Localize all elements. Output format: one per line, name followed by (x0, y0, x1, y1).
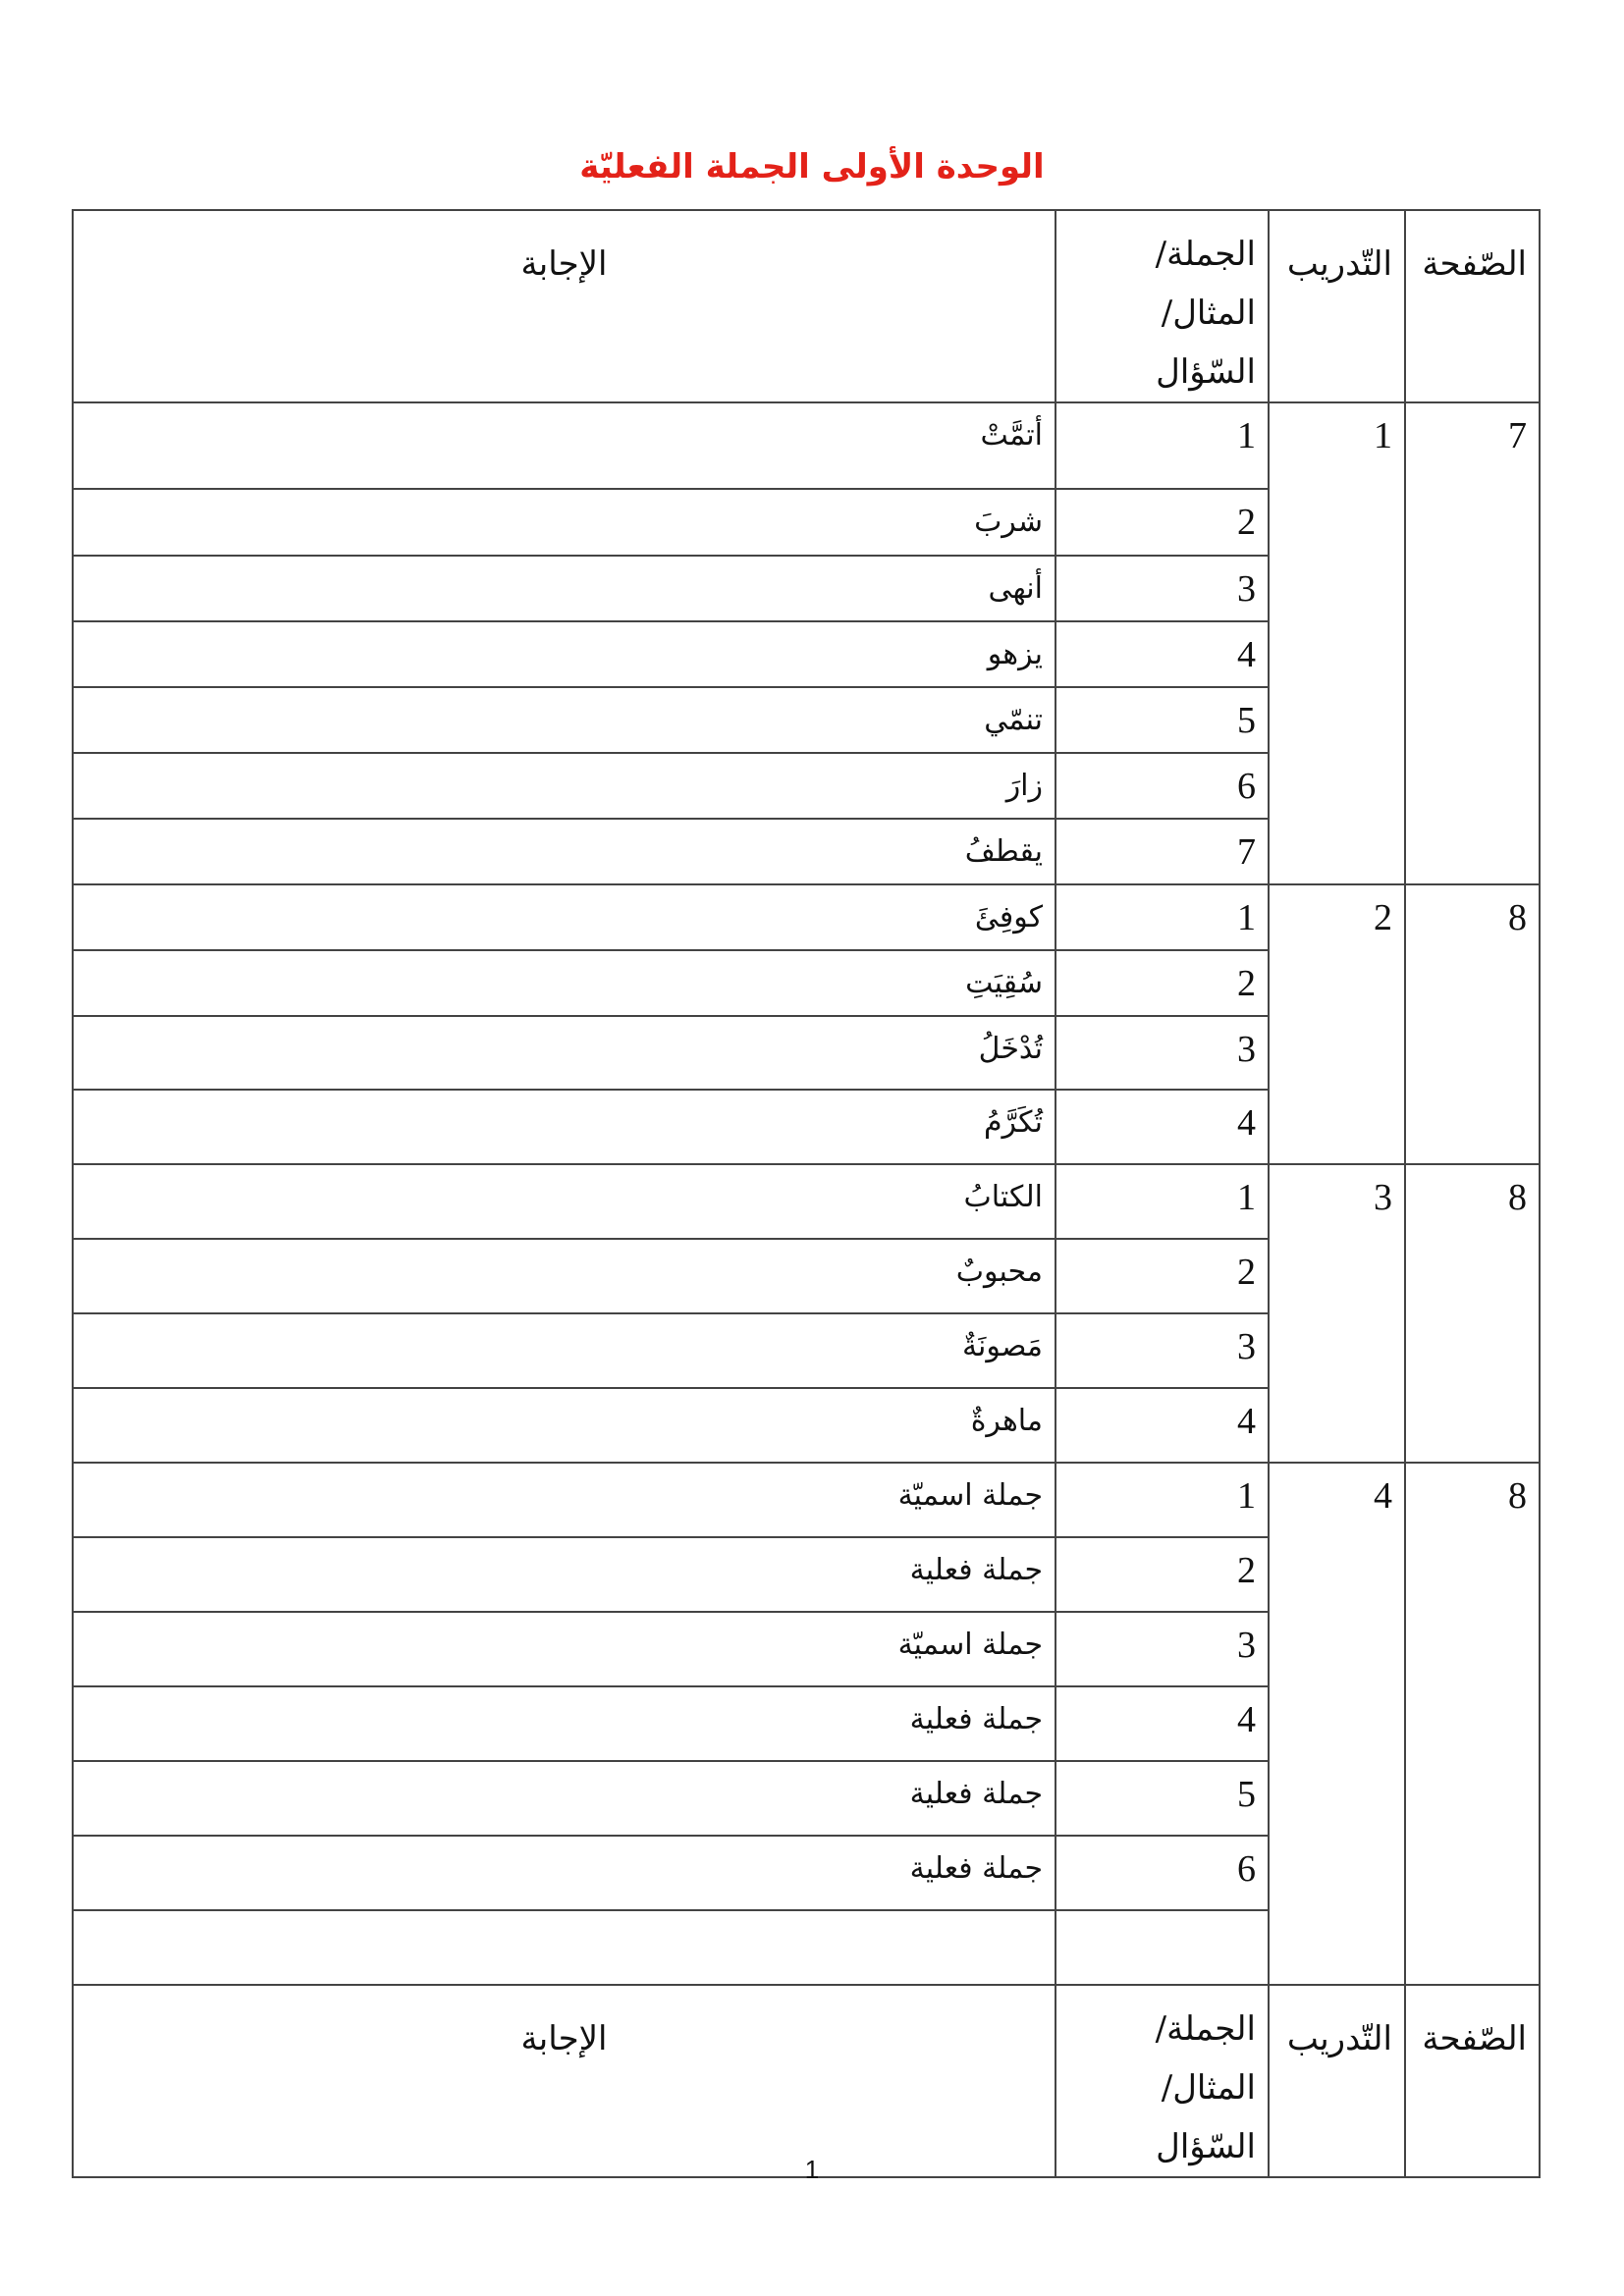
header-row (73, 210, 1540, 402)
header-drill: التّدريب (1269, 210, 1405, 402)
question-number-cell: 2 (1056, 1239, 1269, 1313)
answer-cell: جملة اسميّة (73, 1612, 1056, 1686)
question-number-cell: 4 (1056, 1388, 1269, 1463)
header-question (1056, 1985, 1269, 2177)
table-row (73, 1463, 1540, 1537)
question-number-cell: 1 (1056, 402, 1269, 489)
answer-cell: زارَ (73, 753, 1056, 819)
answer-cell: يزهو (73, 621, 1056, 687)
answer-cell: جملة فعلية (73, 1836, 1056, 1910)
answers-table (72, 209, 1541, 2178)
answer-cell: جملة فعلية (73, 1761, 1056, 1836)
answer-cell: تُدْخَلُ (73, 1016, 1056, 1090)
answer-cell: سُقِيَتِ (73, 950, 1056, 1016)
answer-cell: كوفِئَ (73, 884, 1056, 950)
question-number-cell: 6 (1056, 753, 1269, 819)
question-number-cell: 2 (1056, 1537, 1269, 1612)
footer-header-row (73, 1985, 1540, 2177)
drill-cell: 3 (1269, 1164, 1405, 1463)
question-number-cell: 2 (1056, 489, 1269, 556)
page-cell: 7 (1405, 402, 1540, 884)
answer-cell: جملة فعلية (73, 1537, 1056, 1612)
answer-cell: تنمّي (73, 687, 1056, 753)
answer-cell: جملة فعلية (73, 1686, 1056, 1761)
header-page: الصّفحة (1405, 1985, 1540, 2177)
header-answer: الإجابة (73, 1985, 1056, 2177)
drill-cell: 4 (1269, 1463, 1405, 1985)
header-question-line2: المثال/السّؤال (1156, 2068, 1256, 2166)
answer-cell: مَصونَةٌ (73, 1313, 1056, 1388)
header-question (1056, 210, 1269, 402)
header-answer: الإجابة (73, 210, 1056, 402)
question-number-cell: 4 (1056, 1686, 1269, 1761)
drill-cell: 2 (1269, 884, 1405, 1164)
header-page: الصّفحة (1405, 210, 1540, 402)
answer-cell: تُكَرَّمُ (73, 1090, 1056, 1164)
table-row (73, 884, 1540, 950)
answer-cell: أتمَّتْ (73, 402, 1056, 489)
page-cell: 8 (1405, 1164, 1540, 1463)
question-number-cell: 5 (1056, 1761, 1269, 1836)
page-cell: 8 (1405, 884, 1540, 1164)
page-title: الوحدة الأولى الجملة الفعليّة (579, 147, 1045, 187)
drill-cell: 1 (1269, 402, 1405, 884)
question-number-cell: 1 (1056, 1164, 1269, 1239)
question-number-cell: 4 (1056, 621, 1269, 687)
answer-cell: الكتابُ (73, 1164, 1056, 1239)
table-row (73, 1164, 1540, 1239)
answer-cell: جملة اسميّة (73, 1463, 1056, 1537)
answer-cell: أنهى (73, 556, 1056, 621)
page-number: 1 (804, 2155, 820, 2184)
answer-cell (73, 1910, 1056, 1985)
question-number-cell: 3 (1056, 1612, 1269, 1686)
question-number-cell: 2 (1056, 950, 1269, 1016)
question-number-cell: 5 (1056, 687, 1269, 753)
answer-cell: ماهرةٌ (73, 1388, 1056, 1463)
question-number-cell: 4 (1056, 1090, 1269, 1164)
question-number-cell: 3 (1056, 556, 1269, 621)
question-number-cell: 1 (1056, 884, 1269, 950)
question-number-cell: 7 (1056, 819, 1269, 884)
answer-cell: محبوبٌ (73, 1239, 1056, 1313)
answers-table-body (73, 210, 1540, 2177)
header-question-line1: الجملة/ (1155, 235, 1256, 274)
header-question-line2: المثال/السّؤال (1156, 294, 1256, 392)
question-number-cell: 3 (1056, 1016, 1269, 1090)
page-cell: 8 (1405, 1463, 1540, 1985)
answer-cell: شربَ (73, 489, 1056, 556)
header-drill: التّدريب (1269, 1985, 1405, 2177)
question-number-cell: 3 (1056, 1313, 1269, 1388)
question-number-cell: 6 (1056, 1836, 1269, 1910)
header-question-line1: الجملة/ (1155, 2009, 1256, 2049)
question-number-cell: 1 (1056, 1463, 1269, 1537)
answer-cell: يقطفُ (73, 819, 1056, 884)
question-number-cell (1056, 1910, 1269, 1985)
table-row (73, 402, 1540, 489)
